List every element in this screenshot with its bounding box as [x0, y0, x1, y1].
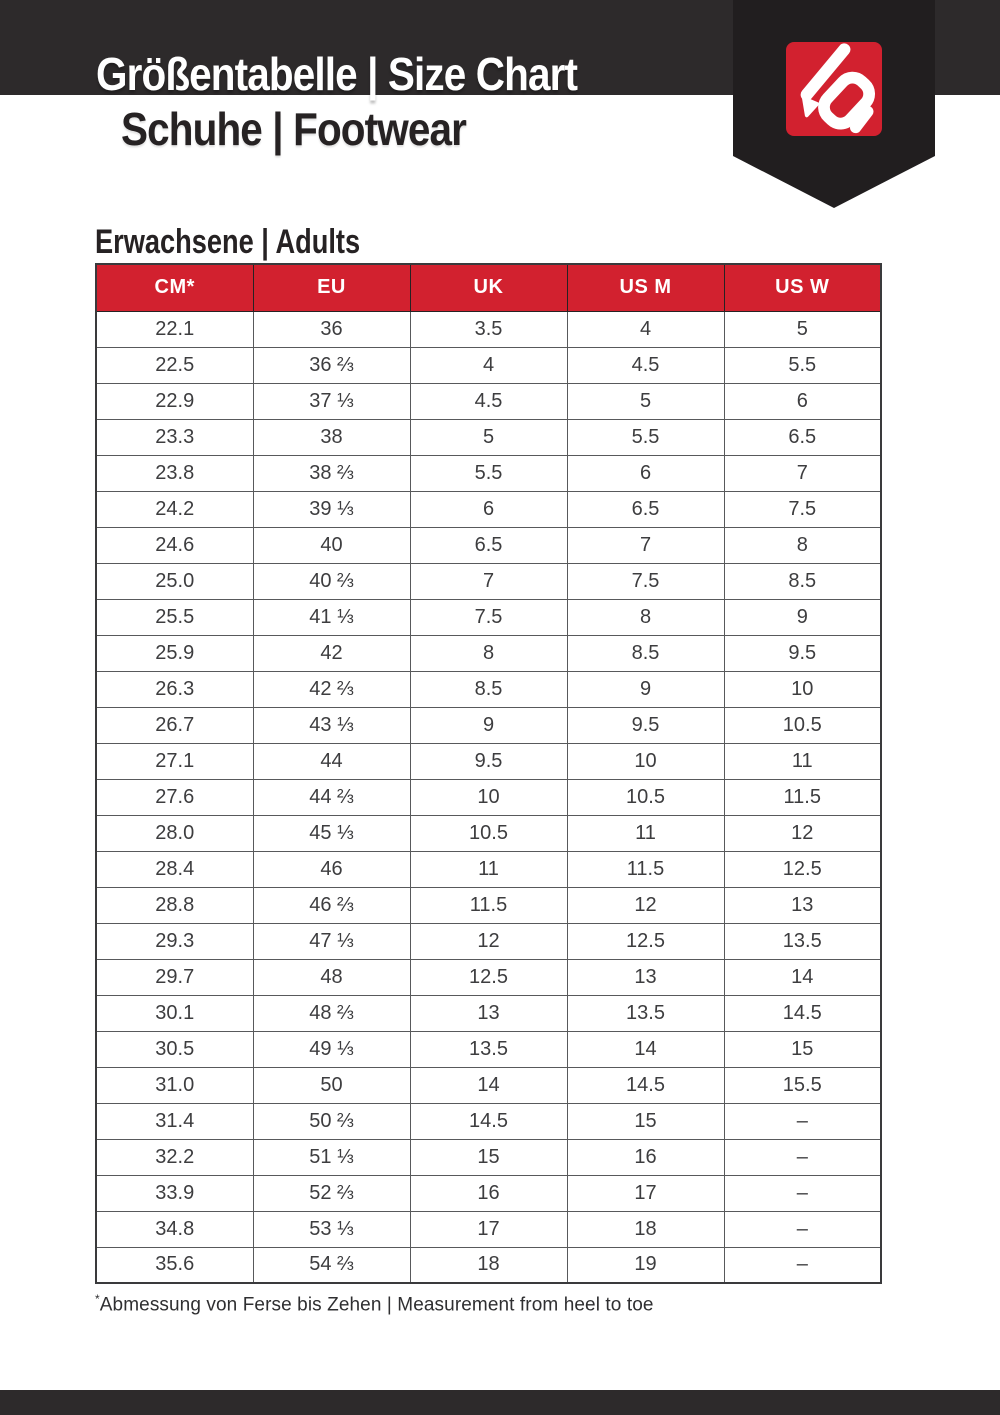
size-cell: 23.3	[96, 419, 253, 455]
size-cell: 48	[253, 959, 410, 995]
size-cell: 10.5	[567, 779, 724, 815]
size-cell: 39 ⅓	[253, 491, 410, 527]
size-cell: 15	[567, 1103, 724, 1139]
page-title: Größentabelle | Size Chart	[96, 48, 578, 100]
size-cell: 25.5	[96, 599, 253, 635]
table-row	[96, 1139, 881, 1175]
size-cell: 5	[567, 383, 724, 419]
size-cell: 13	[567, 959, 724, 995]
size-cell: 44 ⅔	[253, 779, 410, 815]
size-cell: 16	[410, 1175, 567, 1211]
table-row	[96, 383, 881, 419]
size-cell: 41 ⅓	[253, 599, 410, 635]
table-row	[96, 1067, 881, 1103]
size-cell: 8	[567, 599, 724, 635]
size-cell: 8.5	[567, 635, 724, 671]
size-cell: 11.5	[567, 851, 724, 887]
size-cell: 8.5	[410, 671, 567, 707]
size-cell: 5.5	[724, 347, 881, 383]
size-cell: 40	[253, 527, 410, 563]
size-cell: 5	[410, 419, 567, 455]
size-cell: 25.0	[96, 563, 253, 599]
size-cell: 37 ⅓	[253, 383, 410, 419]
size-cell: 46	[253, 851, 410, 887]
size-cell: 30.1	[96, 995, 253, 1031]
size-cell: 49 ⅓	[253, 1031, 410, 1067]
size-cell: 28.4	[96, 851, 253, 887]
size-cell: 9	[567, 671, 724, 707]
size-cell: 31.0	[96, 1067, 253, 1103]
size-cell: 27.6	[96, 779, 253, 815]
size-cell: 25.9	[96, 635, 253, 671]
size-cell: 14.5	[567, 1067, 724, 1103]
size-cell: 28.8	[96, 887, 253, 923]
size-cell: 26.3	[96, 671, 253, 707]
size-cell: 5.5	[410, 455, 567, 491]
column-header: UK	[410, 264, 567, 311]
size-cell: 14	[567, 1031, 724, 1067]
size-cell: 6.5	[724, 419, 881, 455]
size-cell: 29.3	[96, 923, 253, 959]
size-cell: 6.5	[567, 491, 724, 527]
table-row	[96, 995, 881, 1031]
size-cell: 53 ⅓	[253, 1211, 410, 1247]
table-row	[96, 779, 881, 815]
size-cell: 31.4	[96, 1103, 253, 1139]
size-cell: 17	[410, 1211, 567, 1247]
size-cell: –	[724, 1247, 881, 1283]
size-cell: 29.7	[96, 959, 253, 995]
size-cell: 13.5	[724, 923, 881, 959]
size-cell: 10	[567, 743, 724, 779]
size-cell: 50	[253, 1067, 410, 1103]
table-row	[96, 563, 881, 599]
size-cell: 13.5	[567, 995, 724, 1031]
column-header: US M	[567, 264, 724, 311]
size-cell: 13	[724, 887, 881, 923]
table-row	[96, 743, 881, 779]
table-row	[96, 1031, 881, 1067]
size-cell: 12.5	[567, 923, 724, 959]
size-cell: 14.5	[724, 995, 881, 1031]
size-cell: 33.9	[96, 1175, 253, 1211]
size-cell: 32.2	[96, 1139, 253, 1175]
size-table-body	[96, 311, 881, 1283]
size-cell: 9.5	[567, 707, 724, 743]
size-cell: –	[724, 1175, 881, 1211]
size-cell: –	[724, 1139, 881, 1175]
size-cell: 22.5	[96, 347, 253, 383]
size-cell: 11.5	[410, 887, 567, 923]
table-row	[96, 527, 881, 563]
size-cell: 14.5	[410, 1103, 567, 1139]
column-header: CM*	[96, 264, 253, 311]
size-cell: 5.5	[567, 419, 724, 455]
section-heading: Erwachsene | Adults	[95, 223, 361, 261]
size-cell: 14	[724, 959, 881, 995]
five-ten-logo-glyph	[786, 42, 882, 136]
size-cell: 30.5	[96, 1031, 253, 1067]
size-cell: 4	[567, 311, 724, 347]
size-cell: 6.5	[410, 527, 567, 563]
size-cell: –	[724, 1211, 881, 1247]
size-cell: 54 ⅔	[253, 1247, 410, 1283]
size-cell: 16	[567, 1139, 724, 1175]
size-cell: 8.5	[724, 563, 881, 599]
size-cell: 7.5	[410, 599, 567, 635]
size-cell: 12	[410, 923, 567, 959]
size-cell: 18	[567, 1211, 724, 1247]
footnote-asterisk: *	[95, 1292, 100, 1306]
measurement-footnote	[95, 1292, 654, 1316]
size-cell: 8	[410, 635, 567, 671]
size-cell: 48 ⅔	[253, 995, 410, 1031]
size-cell: 4.5	[410, 383, 567, 419]
table-row	[96, 311, 881, 347]
size-cell: 47 ⅓	[253, 923, 410, 959]
size-cell: 12.5	[410, 959, 567, 995]
size-table-header	[96, 264, 881, 311]
size-cell: 51 ⅓	[253, 1139, 410, 1175]
footer-band	[0, 1390, 1000, 1415]
size-cell: 35.6	[96, 1247, 253, 1283]
size-cell: 9	[410, 707, 567, 743]
size-cell: 43 ⅓	[253, 707, 410, 743]
size-cell: 42 ⅔	[253, 671, 410, 707]
size-cell: 11	[410, 851, 567, 887]
size-cell: 15	[410, 1139, 567, 1175]
size-cell: 12.5	[724, 851, 881, 887]
size-cell: 27.1	[96, 743, 253, 779]
table-row	[96, 419, 881, 455]
table-row	[96, 887, 881, 923]
table-row	[96, 599, 881, 635]
size-cell: 4	[410, 347, 567, 383]
table-row	[96, 923, 881, 959]
table-row	[96, 671, 881, 707]
header-row	[96, 264, 881, 311]
size-cell: 14	[410, 1067, 567, 1103]
size-cell: 11	[567, 815, 724, 851]
table-row	[96, 815, 881, 851]
size-cell: 36	[253, 311, 410, 347]
size-cell: 13.5	[410, 1031, 567, 1067]
five-ten-logo-icon	[786, 42, 882, 136]
size-cell: 7.5	[724, 491, 881, 527]
size-cell: 18	[410, 1247, 567, 1283]
size-cell: 7.5	[567, 563, 724, 599]
size-cell: 3.5	[410, 311, 567, 347]
table-row	[96, 1175, 881, 1211]
size-cell: 15	[724, 1031, 881, 1067]
size-cell: 40 ⅔	[253, 563, 410, 599]
table-row	[96, 707, 881, 743]
size-cell: 9.5	[410, 743, 567, 779]
size-cell: 28.0	[96, 815, 253, 851]
size-cell: 11.5	[724, 779, 881, 815]
size-cell: 46 ⅔	[253, 887, 410, 923]
size-cell: 24.2	[96, 491, 253, 527]
size-cell: 11	[724, 743, 881, 779]
size-cell: 26.7	[96, 707, 253, 743]
size-cell: 6	[724, 383, 881, 419]
size-cell: 19	[567, 1247, 724, 1283]
table-row	[96, 455, 881, 491]
size-cell: 12	[724, 815, 881, 851]
table-row	[96, 491, 881, 527]
size-cell: 7	[410, 563, 567, 599]
size-cell: 9.5	[724, 635, 881, 671]
size-cell: 9	[724, 599, 881, 635]
size-cell: 45 ⅓	[253, 815, 410, 851]
size-cell: 36 ⅔	[253, 347, 410, 383]
size-cell: 38 ⅔	[253, 455, 410, 491]
size-cell: 7	[567, 527, 724, 563]
table-row	[96, 959, 881, 995]
size-cell: 38	[253, 419, 410, 455]
table-row	[96, 1247, 881, 1283]
size-cell: 10	[410, 779, 567, 815]
size-cell: 6	[567, 455, 724, 491]
table-row	[96, 851, 881, 887]
size-cell: 42	[253, 635, 410, 671]
size-cell: 12	[567, 887, 724, 923]
page-subtitle: Schuhe | Footwear	[121, 103, 467, 155]
size-cell: 6	[410, 491, 567, 527]
size-cell: 22.9	[96, 383, 253, 419]
column-header: US W	[724, 264, 881, 311]
size-cell: 34.8	[96, 1211, 253, 1247]
size-cell: 17	[567, 1175, 724, 1211]
size-cell: 15.5	[724, 1067, 881, 1103]
footnote-text: Abmessung von Ferse bis Zehen | Measurement from heel to toe	[99, 1294, 654, 1316]
size-cell: 7	[724, 455, 881, 491]
table-row	[96, 1103, 881, 1139]
size-cell: 5	[724, 311, 881, 347]
size-cell: –	[724, 1103, 881, 1139]
size-cell: 44	[253, 743, 410, 779]
size-cell: 50 ⅔	[253, 1103, 410, 1139]
size-table	[95, 263, 882, 1284]
size-cell: 10.5	[410, 815, 567, 851]
size-cell: 52 ⅔	[253, 1175, 410, 1211]
size-cell: 13	[410, 995, 567, 1031]
size-cell: 10.5	[724, 707, 881, 743]
size-cell: 4.5	[567, 347, 724, 383]
size-cell: 8	[724, 527, 881, 563]
size-cell: 22.1	[96, 311, 253, 347]
size-cell: 23.8	[96, 455, 253, 491]
table-row	[96, 347, 881, 383]
size-cell: 10	[724, 671, 881, 707]
table-row	[96, 1211, 881, 1247]
column-header: EU	[253, 264, 410, 311]
table-row	[96, 635, 881, 671]
size-cell: 24.6	[96, 527, 253, 563]
